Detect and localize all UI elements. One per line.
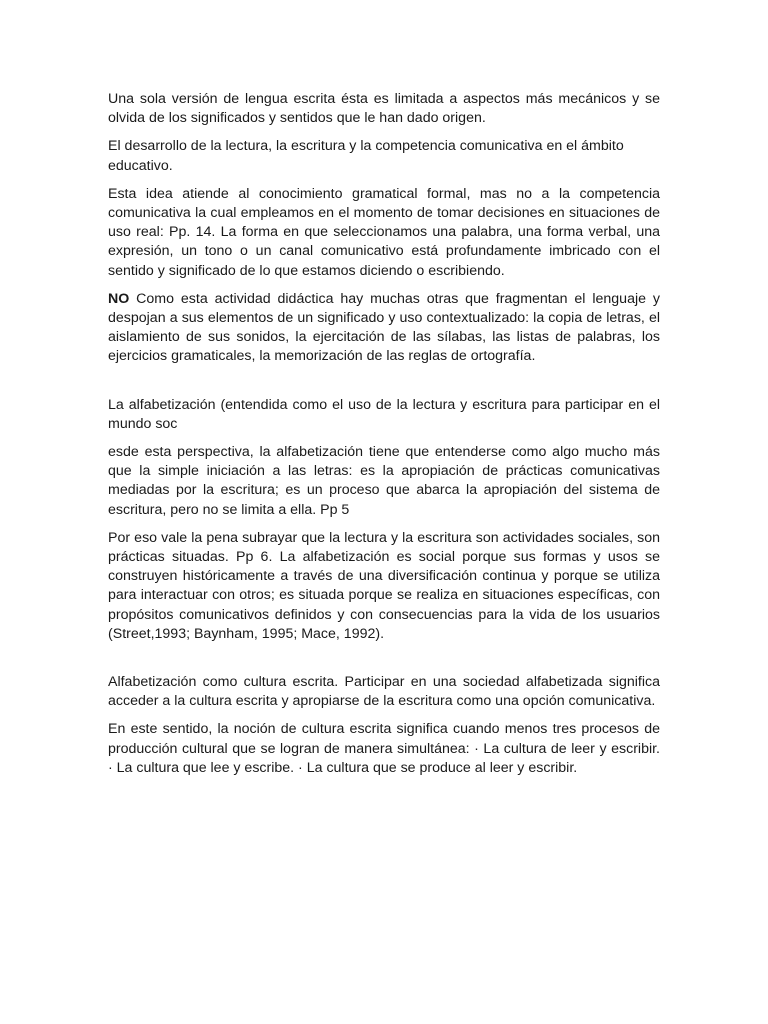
paragraph-spacer	[108, 434, 660, 443]
paragraph-perspectiva: esde esta perspectiva, la alfabetización tiene que entenderse como algo mucho más que la simple iniciación a las letras: es la apropiación de prácticas comunicativas mediadas por la escritura; es un proceso que abarca la apropiación del sistema de escritura, pero no se limita a ella. Pp 5	[108, 444, 660, 518]
paragraph-spacer	[108, 176, 660, 185]
paragraph-lengua-escrita: Una sola versión de lengua escrita ésta es limitada a aspectos más mecánicos y se olvida de los significados y sentidos que le han dado origen.	[108, 91, 660, 127]
paragraph-actividades-sociales: Por eso vale la pena subrayar que la lectura y la escritura son actividades sociales, son prácticas situadas. Pp 6. La alfabetización es social porque sus formas y usos se construyen históricamente a través de una diversificación continua y porque se utiliza para interactuar con otros; es situada porque se realiza en situaciones específicas, con propósitos comunicativos definidos y con consecuencias para la vida de los usuarios (Street,1993; Baynham, 1995; Mace, 1992).	[108, 529, 660, 642]
bold-lead-no: NO	[108, 290, 130, 307]
paragraph-spacer	[108, 711, 660, 720]
paragraph-tres-procesos: En este sentido, la noción de cultura escrita significa cuando menos tres procesos de producción cultural que se logran de manera simultánea: · La cultura de leer y escribir. · La cultura que lee y escribe. · La cultura que se produce al leer y escribir.	[108, 721, 660, 776]
section-spacer	[108, 367, 660, 396]
section-spacer	[108, 644, 660, 673]
paragraph-spacer	[108, 520, 660, 529]
paragraph-conocimiento-gramatical: Esta idea atiende al conocimiento gramatical formal, mas no a la competencia comunicativa la cual empleamos en el momento de tomar decisiones en situaciones de uso real: Pp. 14. La forma en que seleccionamos una palabra, una forma verbal, una expresión, un tono o un canal comunicativo está profundamente imbricado con el sentido y significado de lo que estamos diciendo o escribiendo.	[108, 185, 660, 279]
document-page	[108, 90, 660, 778]
paragraph-spacer	[108, 128, 660, 137]
paragraph-cultura-escrita: Alfabetización como cultura escrita. Participar en una sociedad alfabetizada significa acceder a la cultura escrita y apropiarse de la escritura como una opción comunicativa.	[108, 674, 660, 710]
paragraph-spacer	[108, 281, 660, 290]
paragraph-actividad-didactica	[108, 290, 660, 367]
paragraph-body: Como esta actividad didáctica hay muchas otras que fragmentan el lenguaje y despojan a sus elementos de un significado y uso contextualizado: la copia de letras, el aislamiento de sus sonidos, la ejercitación de las sílabas, las listas de palabras, los ejercicios gramaticales, la memorización de las reglas de ortografía.	[108, 290, 660, 365]
paragraph-desarrollo: El desarrollo de la lectura, la escritura y la competencia comunicativa en el ámbito educativo.	[108, 138, 624, 174]
paragraph-alfabetizacion-definicion: La alfabetización (entendida como el uso de la lectura y escritura para participar en el mundo soc	[108, 396, 660, 432]
